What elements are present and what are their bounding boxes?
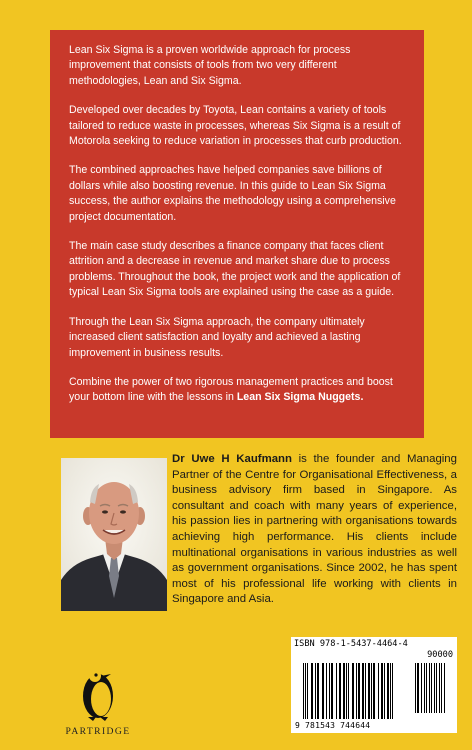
barcode-bar (373, 663, 375, 719)
barcode-bar (329, 663, 330, 719)
barcode-bar (384, 663, 385, 719)
blurb-paragraph-1: Lean Six Sigma is a proven worldwide approach for process improvement that consists of tools from two very different methodologies, Lean and Six Sigma. (69, 44, 351, 87)
barcode-bar (392, 663, 393, 719)
addon-bar (439, 663, 440, 713)
publisher-logo (58, 662, 138, 737)
author-photo (61, 458, 167, 611)
isbn-text: ISBN 978-1-5437-4464-4 (294, 639, 408, 649)
barcode-bar (331, 663, 333, 719)
blurb-closing-text: Combine the power of two rigorous management practices and boost your bottom line with the lessons in (69, 375, 393, 404)
barcode-bar (348, 663, 349, 719)
barcode-bar (368, 663, 370, 719)
addon-bar (444, 663, 445, 713)
barcode-bar (307, 663, 308, 719)
publisher-name: PARTRIDGE (65, 726, 131, 737)
book-title-mention: Lean Six Sigma Nuggets. (236, 391, 364, 404)
addon-bars (415, 663, 445, 713)
barcode-bar (322, 663, 324, 719)
penguin-icon (78, 662, 118, 722)
barcode-bar (356, 663, 357, 719)
barcode-bar (315, 663, 316, 719)
barcode-bar (352, 663, 354, 719)
addon-bar (441, 663, 442, 713)
addon-bar (431, 663, 432, 713)
barcode-bar (336, 663, 337, 719)
blurb-paragraph-2: Developed over decades by Toyota, Lean contains a variety of tools tailored to reduce waste in processes, whereas Six Sigma is a result of Motorola seeking to reduce variation in processes that curb production. (69, 104, 402, 148)
barcode-bar (387, 663, 389, 719)
barcode-bar (378, 663, 379, 719)
barcode-bar (358, 663, 360, 719)
author-bio (172, 452, 457, 608)
barcode-bar (326, 663, 327, 719)
barcode-bar (343, 663, 345, 719)
barcode-bar (339, 663, 341, 719)
addon-bar (426, 663, 427, 713)
barcode-bar (303, 663, 304, 719)
ean-bars (303, 663, 393, 719)
blurb-paragraph-3: The combined approaches have helped companies save billions of dollars while also boosting revenue. In this guide to Lean Six Sigma success, the author explains the methodology using a comprehensive project documentation. (69, 164, 396, 223)
barcode-bar (311, 663, 313, 719)
addon-bar (436, 663, 437, 713)
barcode-bar (305, 663, 306, 719)
blurb-paragraph-5: Through the Lean Six Sigma approach, the company ultimately increased client satisfaction and loyalty and achieved a lasting improvement in business results. (69, 315, 365, 359)
barcode-bar (371, 663, 372, 719)
addon-bar (424, 663, 425, 713)
back-cover-blurb (50, 30, 424, 438)
price-addon-text: 90000 (427, 650, 453, 660)
addon-bar (421, 663, 422, 713)
author-bio-text: is the founder and Managing Partner of the Centre for Organisational Effectiveness, a business advisory firm based in Singapore. As consultant and coach with many years of experience, his passion lies in partnering with organisations towards achieving high performance. His clients include multinational organisations in various industries as well as government organisations. Since 2002, he has spent most of his professional life working with clients in Singapore and Asia. (172, 453, 457, 606)
barcode-bar (390, 663, 391, 719)
barcode-bar (365, 663, 366, 719)
barcode-bar (317, 663, 319, 719)
blurb-paragraph-4: The main case study describes a finance company that faces client attrition and a decrease in revenue and market share due to process problems. Throughout the book, the project work and the application of typical Lean Six Sigma tools are explained using the case as a guide. (69, 240, 401, 299)
addon-bar (417, 663, 419, 713)
barcode-bar (362, 663, 364, 719)
barcode-bar (346, 663, 347, 719)
addon-bar (429, 663, 430, 713)
blurb-paragraph-6 (69, 375, 409, 406)
isbn-barcode (291, 637, 457, 733)
addon-bar (415, 663, 416, 713)
addon-bar (434, 663, 435, 713)
author-name: Dr Uwe H Kaufmann (172, 453, 292, 465)
ean-digits: 9 781543 744644 (295, 721, 371, 730)
barcode-bar (381, 663, 383, 719)
